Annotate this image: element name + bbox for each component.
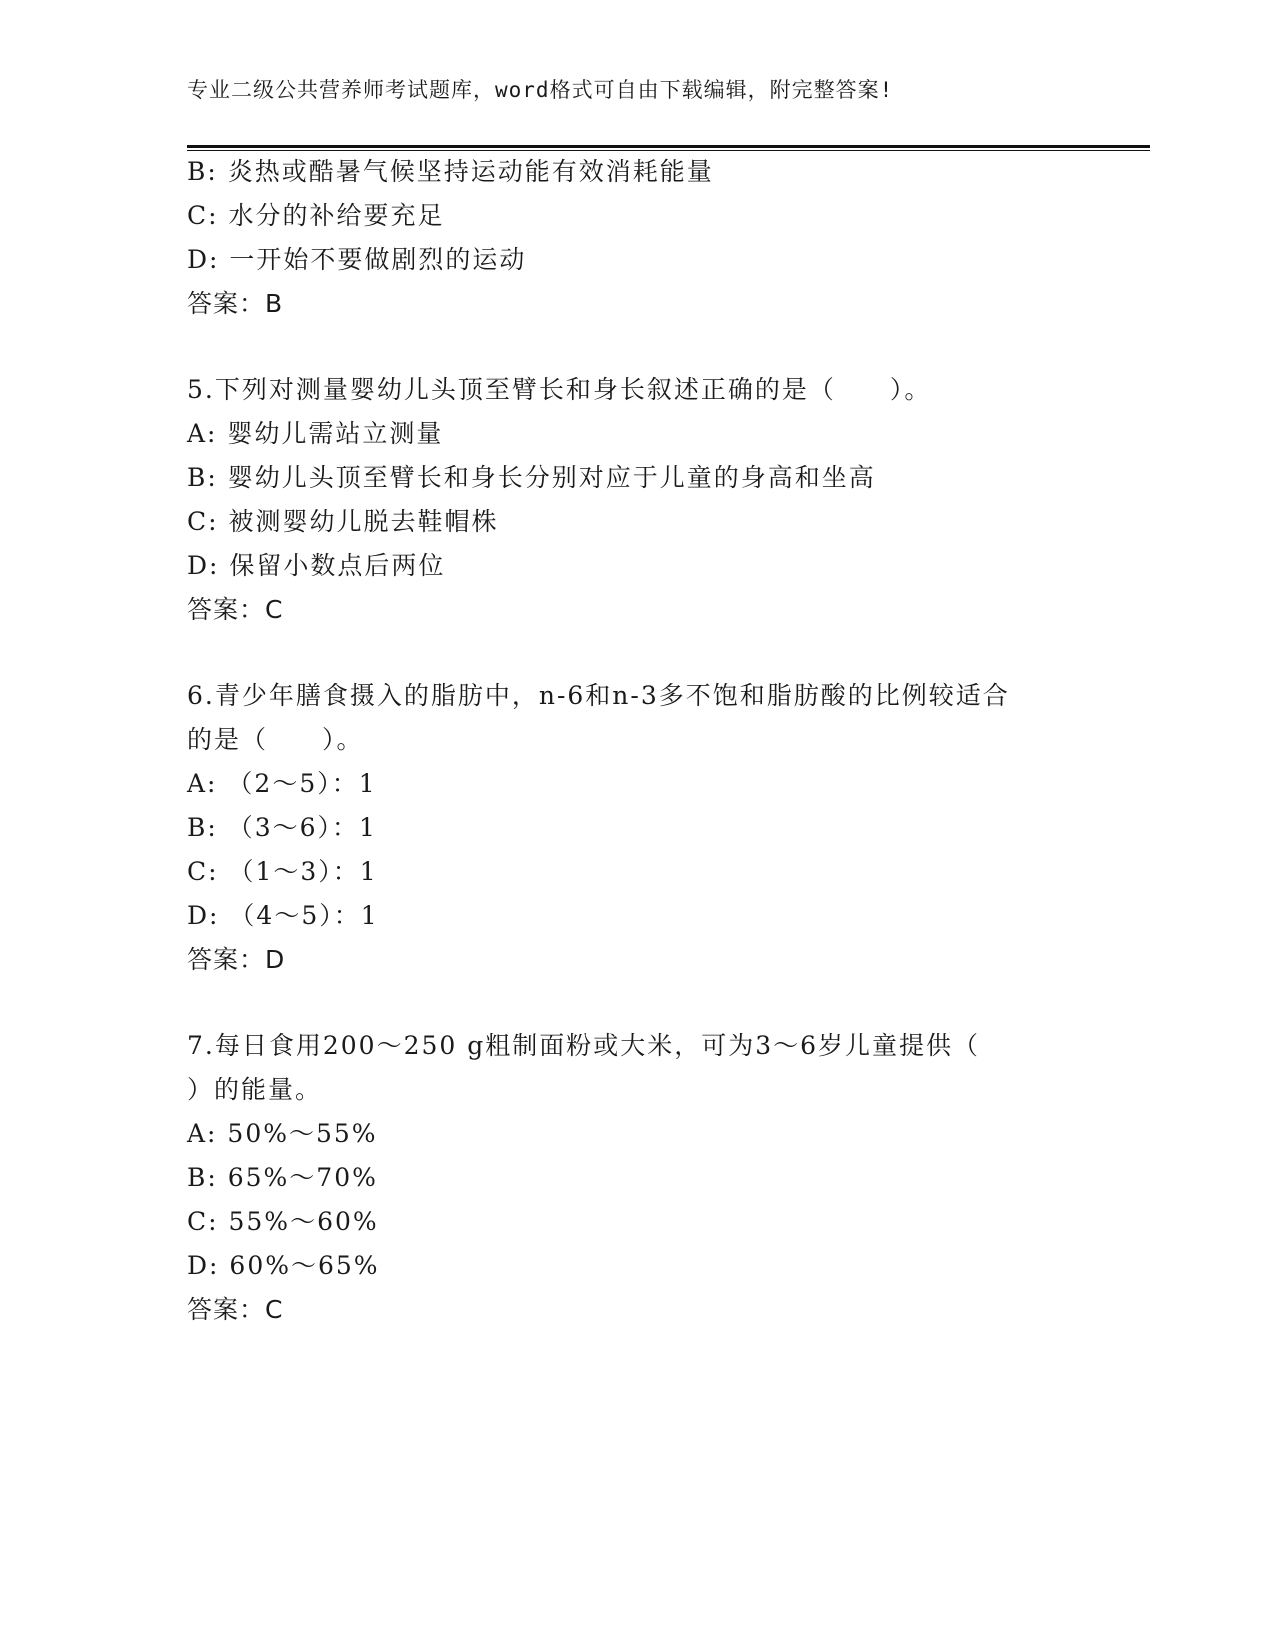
q6-option-b: B: （3～6）：1 [187,813,377,842]
q6-option-d: D: （4～5）：1 [187,901,379,930]
q5-answer: 答案：C [187,595,284,624]
q7-answer: 答案：C [187,1295,284,1324]
q5-option-b: B: 婴幼儿头顶至臂长和身长分别对应于儿童的身高和坐高 [187,463,876,492]
q7-option-a: A: 50%～55% [187,1119,378,1148]
q4-option-b: B: 炎热或酷暑气候坚持运动能有效消耗能量 [187,157,714,186]
q6-option-c: C: （1～3）：1 [187,857,378,886]
q4-option-d: D: 一开始不要做剧烈的运动 [187,245,527,274]
q4-option-c: C: 水分的补给要充足 [187,201,445,230]
q7-stem-line2: ）的能量。 [187,1075,323,1104]
q6-option-a: A: （2～5）：1 [187,769,377,798]
header-rule-thin [187,150,1150,151]
q5-option-a: A: 婴幼儿需站立测量 [187,419,444,448]
q6-stem-line1: 6.青少年膳食摄入的脂肪中，n-6和n-3多不饱和脂肪酸的比例较适合 [187,681,1010,710]
q5-stem: 5.下列对测量婴幼儿头顶至臂长和身长叙述正确的是（ ）。 [187,375,932,404]
q4-answer: 答案：B [187,289,284,318]
q7-option-c: C: 55%～60% [187,1207,379,1236]
q7-stem-line1: 7.每日食用200～250 g粗制面粉或大米，可为3～6岁儿童提供（ [187,1031,981,1060]
q7-option-b: B: 65%～70% [187,1163,378,1192]
q5-option-c: C: 被测婴幼儿脱去鞋帽株 [187,507,499,536]
header-rule-thick [187,145,1150,148]
page-header: 专业二级公共营养师考试题库，word格式可自由下载编辑，附完整答案! [187,78,894,102]
q6-stem-line2: 的是（ ）。 [187,725,364,754]
q5-option-d: D: 保留小数点后两位 [187,551,446,580]
q7-option-d: D: 60%～65% [187,1251,380,1280]
q6-answer: 答案：D [187,945,286,974]
